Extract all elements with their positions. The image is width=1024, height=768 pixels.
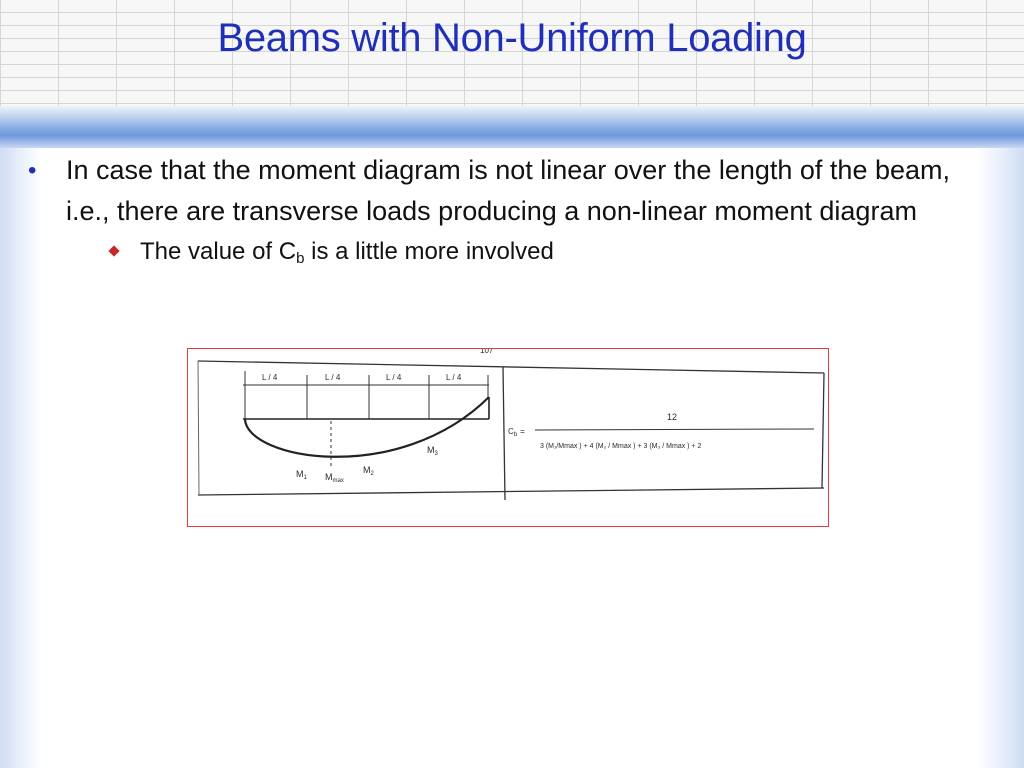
cb-figure bbox=[187, 348, 829, 527]
frame-right-edge bbox=[822, 373, 824, 488]
sub-bullet-suffix: is a little more involved bbox=[304, 238, 554, 265]
sub-bullet-subscript: b bbox=[296, 250, 305, 267]
segment-label-3: L / 4 bbox=[386, 373, 402, 382]
top-mark: 107 bbox=[480, 349, 494, 355]
frame-left-edge bbox=[198, 361, 199, 495]
diamond-bullet-icon bbox=[108, 245, 119, 256]
header-band bbox=[0, 106, 1024, 148]
formula-fraction-bar bbox=[535, 429, 814, 430]
label-m1: $M_1$ bbox=[296, 469, 307, 481]
segment-label-4: L / 4 bbox=[446, 373, 462, 382]
bullet-dot-icon: • bbox=[28, 157, 37, 184]
moment-diagram-curve bbox=[245, 397, 489, 457]
slide-body bbox=[28, 150, 998, 268]
bullet-text: In case that the moment diagram is not linear over the length of the beam, i.e., there are transverse loads producing a non-linear moment diagram bbox=[66, 155, 950, 226]
formula-numerator: 12 bbox=[667, 412, 678, 422]
segment-label-1: L / 4 bbox=[262, 373, 278, 382]
bullet-item bbox=[28, 150, 998, 232]
label-m3: $M_3$ bbox=[427, 445, 438, 457]
label-m2: $M_2$ bbox=[363, 465, 374, 477]
formula-lhs: $C_b$ = bbox=[508, 427, 525, 438]
formula-denominator: 3 (M₁/Mmax ) + 4 (M₂ / Mmax ) + 3 (M₃ / Mmax ) + 2 bbox=[540, 443, 702, 450]
sub-bullet-item bbox=[110, 236, 998, 268]
segment-label-2: L / 4 bbox=[325, 373, 341, 382]
sub-bullet-prefix: The value of C bbox=[140, 238, 297, 265]
frame-divider bbox=[503, 367, 505, 500]
frame-bottom-line bbox=[198, 488, 824, 495]
cb-figure-svg bbox=[188, 349, 828, 526]
label-mmax: $M_{max}$ bbox=[325, 472, 344, 484]
slide-title: Beams with Non-Uniform Loading bbox=[217, 16, 807, 60]
frame-top-line bbox=[198, 361, 824, 373]
slide-header bbox=[0, 0, 1024, 106]
